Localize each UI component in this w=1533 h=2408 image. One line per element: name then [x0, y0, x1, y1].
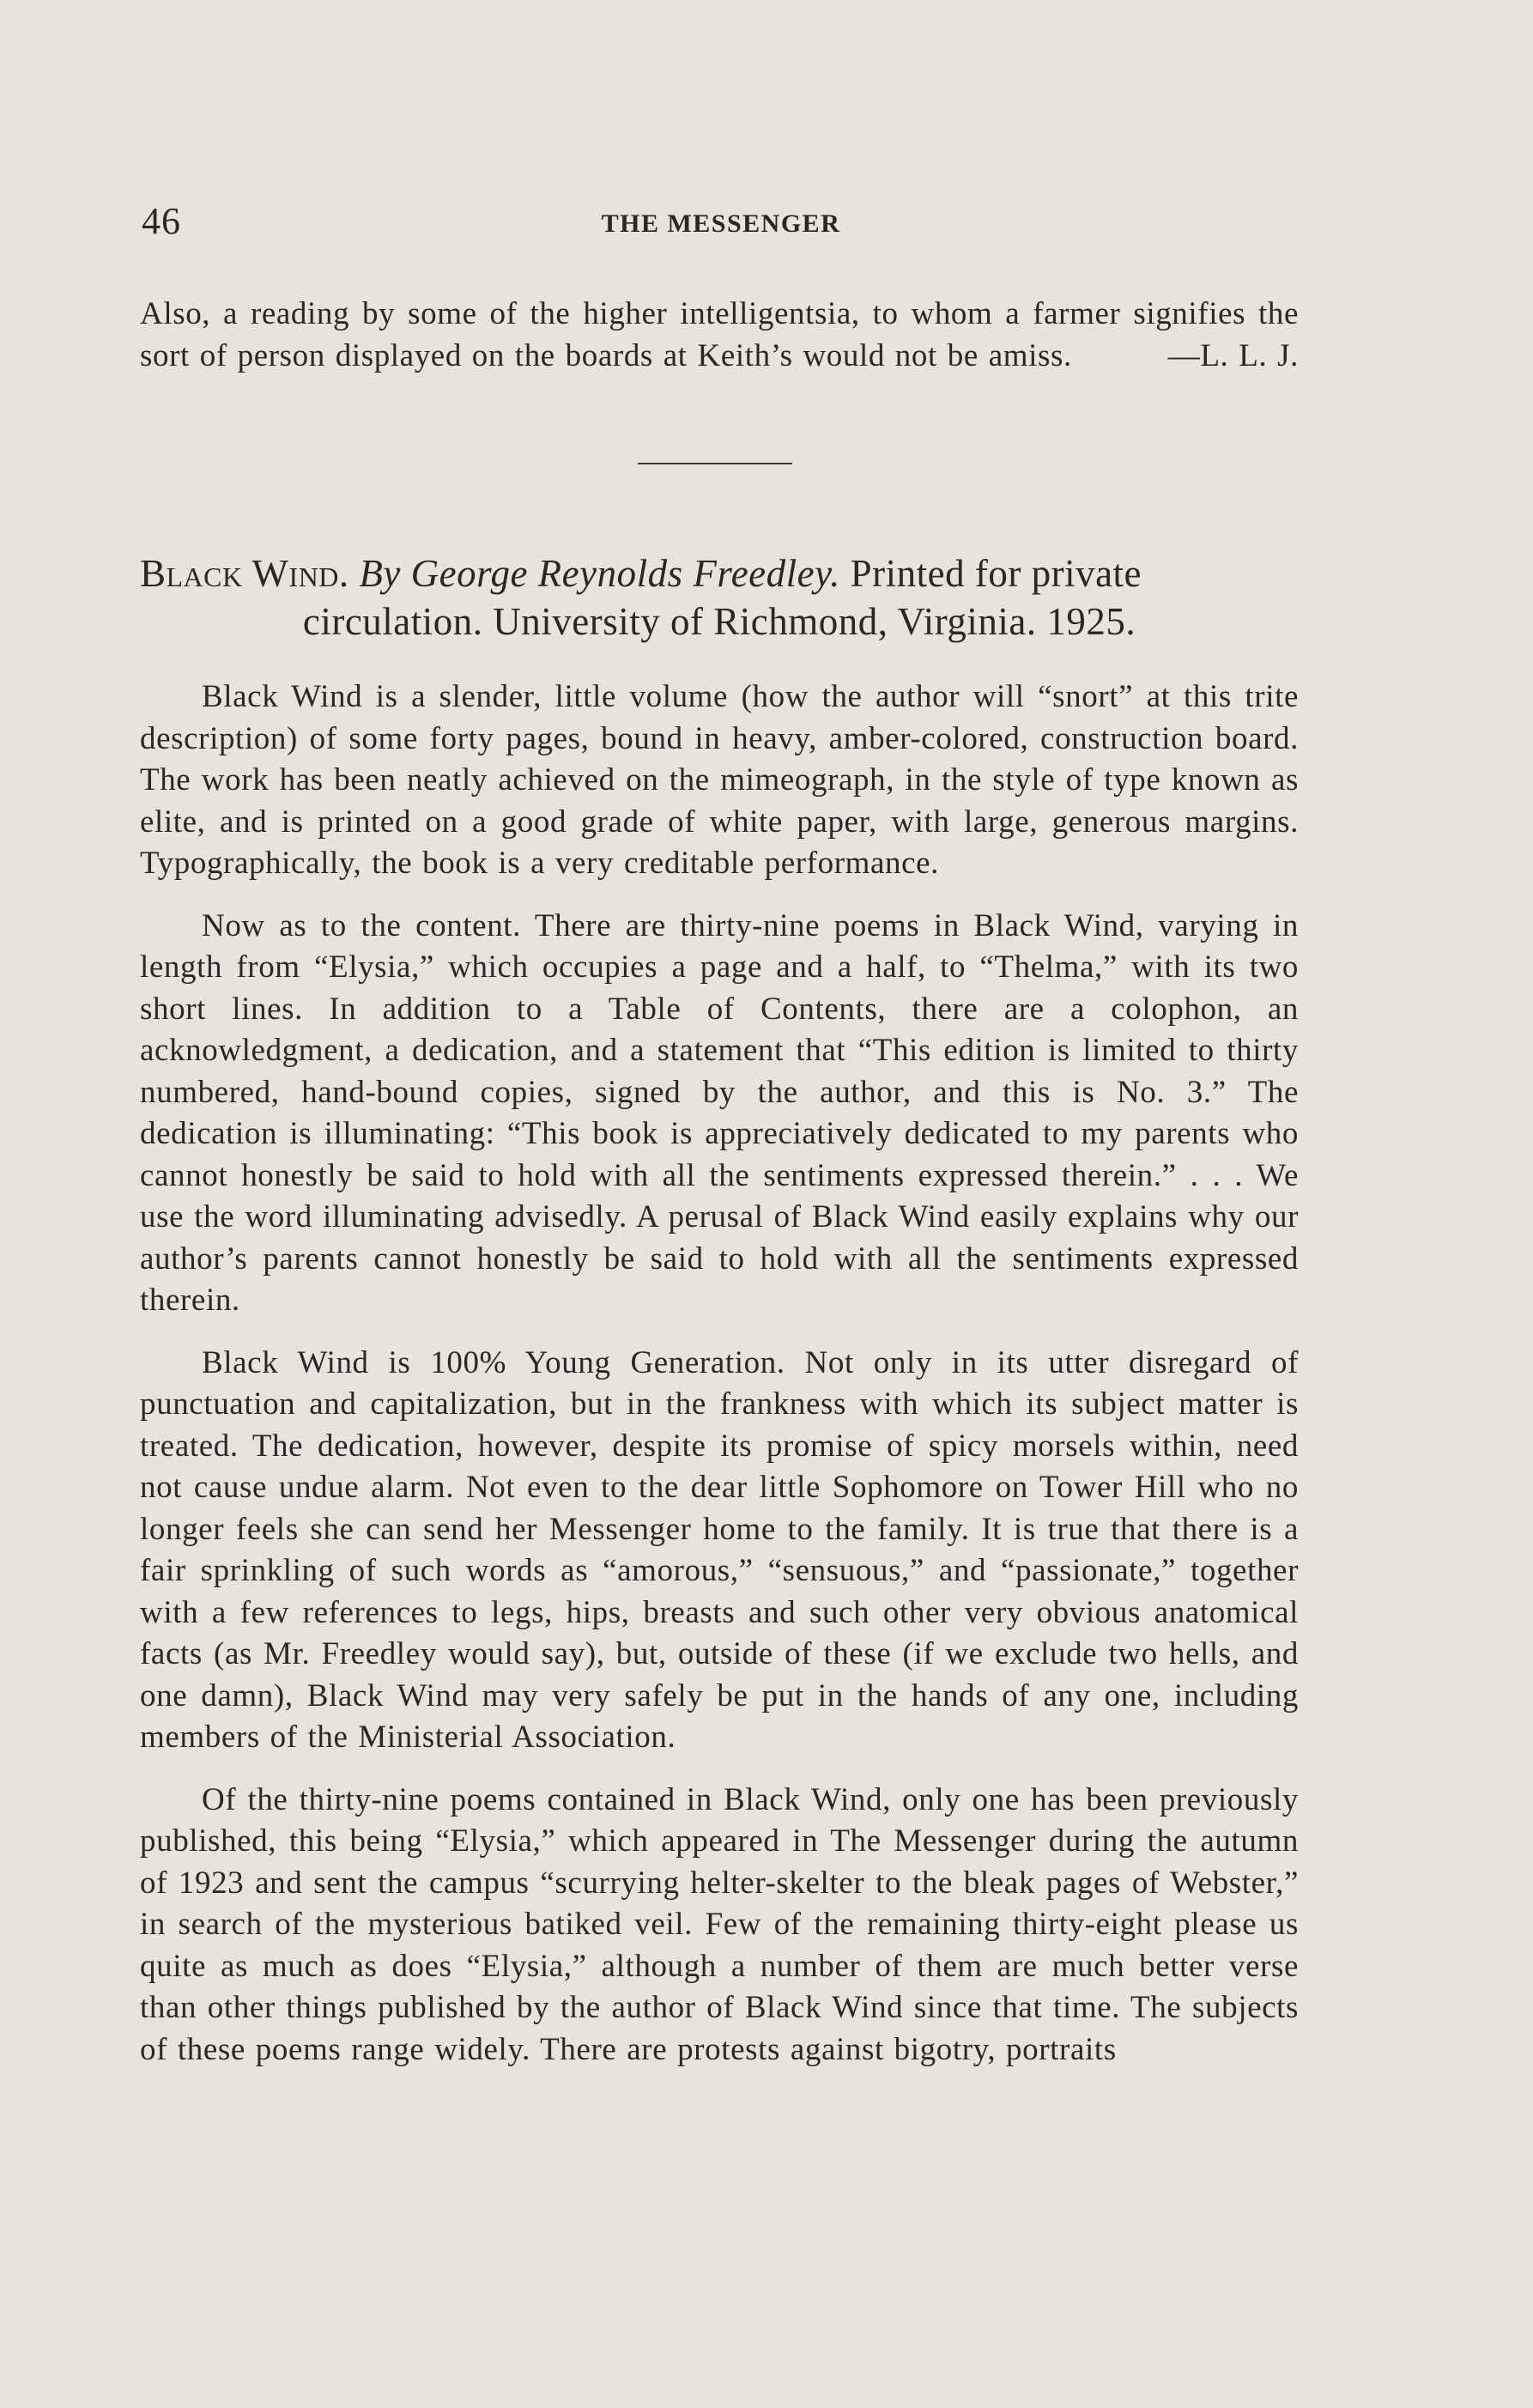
intro-paragraph: [140, 294, 1299, 377]
book-author: By George Reynolds Freedley.: [359, 552, 840, 595]
running-title: THE MESSENGER: [601, 209, 841, 238]
intro-text: Also, a reading by some of the higher intelligentsia, to whom a farmer signifies the sort of person displayed on the boards at Keith’s would not be amiss.: [140, 296, 1299, 373]
book-details-2: circulation. University of Richmond, Virginia. 1925.: [302, 600, 1136, 643]
running-head: [142, 199, 1300, 251]
review-paragraph-2: Now as to the content. There are thirty-nine poems in Black Wind, varying in length from “Elysia,” which occupies a page and a half, to “Thelma,” with its two short lines. In addition to a Table of Contents, there are a colophon, an acknowledgment, a dedication, and a statement that “This edition is limited to thirty numbered, hand-bound copies, signed by the author, and this is No. 3.” The dedication is illuminating: “This book is appreciatively dedicated to my parents who cannot honestly be said to hold with all the sentiments expressed therein.” . . . We use the word illuminating advisedly. A perusal of Black Wind easily explains why our author’s parents cannot honestly be said to hold with all the sentiments expressed therein.: [140, 907, 1299, 1318]
section-divider: [638, 463, 792, 464]
review-paragraph-1: Black Wind is a slender, little volume (how the author will “snort” at this trite description) of some forty pages, bound in heavy, amber-colored, construction board. The work has been neatly achieved on the mimeograph, in the style of type known as elite, and is printed on a good grade of white paper, with large, generous margins. Typographically, the book is a very creditable performance.: [140, 679, 1299, 881]
page-number: 46: [142, 200, 181, 242]
review-body: [140, 676, 1299, 2091]
book-heading: [140, 549, 1299, 646]
book-details-1: Printed for private: [850, 552, 1142, 595]
review-paragraph-4: Of the thirty-nine poems contained in Black Wind, only one has been previously published, this being “Elysia,” which appeared in The Messenger during the autumn of 1923 and sent the campus “scurrying helter-skelter to the bleak pages of Webster,” in search of the mysterious batiked veil. Few of the remaining thirty-eight please us quite as much as does “Elysia,” although a number of them are much better verse than other things published by the author of Black Wind since that time. The subjects of these poems range widely. There are protests against bigotry, portraits: [140, 1781, 1299, 2067]
book-title: Black Wind.: [140, 552, 349, 595]
review-paragraph-3: Black Wind is 100% Young Generation. Not only in its utter disregard of punctuation and capitalization, but in the frankness with which its subject matter is treated. The dedication, however, despite its promise of spicy morsels within, need not cause undue alarm. Not even to the dear little Sophomore on Tower Hill who no longer feels she can send her Messenger home to the family. It is true that there is a fair sprinkling of such words as “amorous,” “sensuous,” and “passionate,” together with a few references to legs, hips, breasts and such other very obvious anatomical facts (as Mr. Freedley would say), but, outside of these (if we exclude two hells, and one damn), Black Wind may very safely be put in the hands of any one, including members of the Ministerial Association.: [140, 1344, 1299, 1755]
signoff: —L. L. J.: [1167, 337, 1299, 373]
